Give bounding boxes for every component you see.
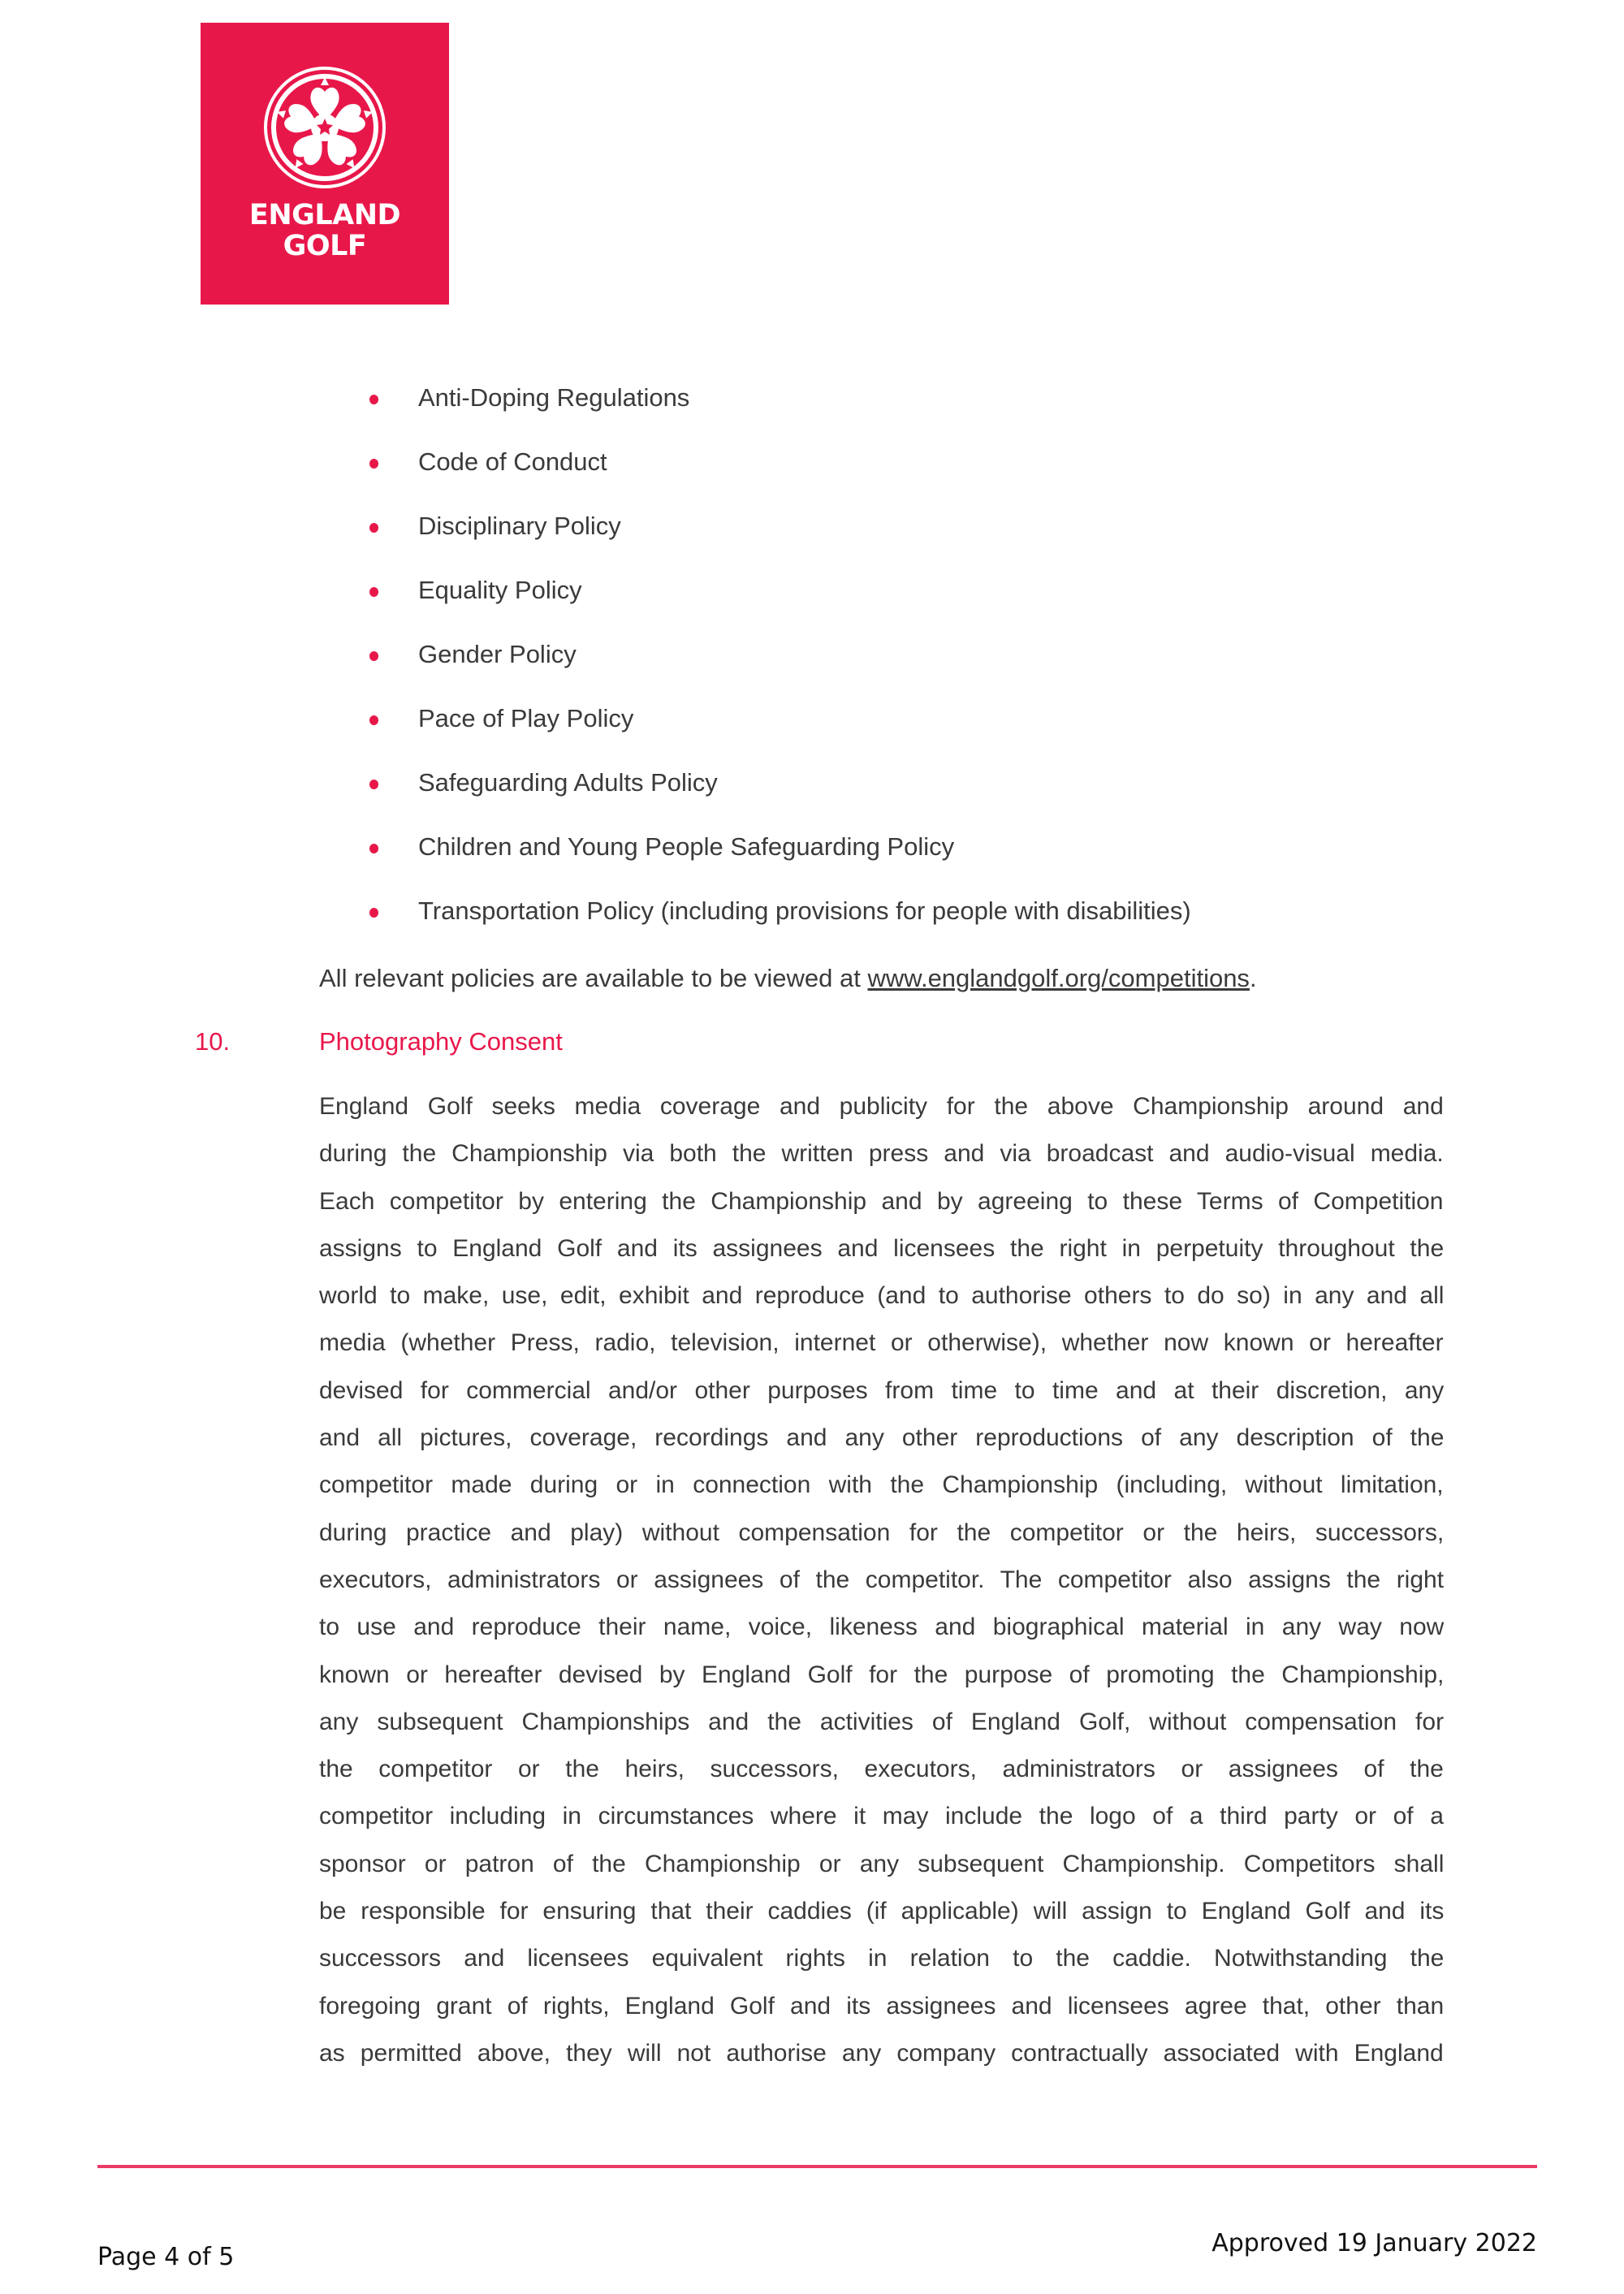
list-item-text: Safeguarding Adults Policy xyxy=(418,768,718,797)
bullet-icon xyxy=(369,908,378,918)
footer-divider xyxy=(97,2165,1537,2168)
bullet-icon xyxy=(369,395,378,404)
paragraph-line: during the Championship via both the written press and via broadcast and audio-visual media. xyxy=(319,1140,1444,1168)
paragraph-line: successors and licensees equivalent rights in relation to the caddie. Notwithstanding the xyxy=(319,1945,1444,1972)
paragraph-line: known or hereafter devised by England Golf for the purpose of promoting the Championship, xyxy=(319,1661,1444,1688)
paragraph-line: executors, administrators or assignees of the competitor. The competitor also assigns the right xyxy=(319,1566,1444,1593)
list-item-text: Gender Policy xyxy=(418,640,577,668)
bullet-icon xyxy=(369,651,378,661)
paragraph-line: England Golf seeks media coverage and publicity for the above Championship around and xyxy=(319,1093,1444,1120)
paragraph-line: any subsequent Championships and the activities of England Golf, without compensation for xyxy=(319,1708,1444,1735)
bullet-icon xyxy=(369,587,378,597)
paragraph-line: and all pictures, coverage, recordings and any other reproductions of any description of the xyxy=(319,1424,1444,1452)
list-item-text: Anti-Doping Regulations xyxy=(418,383,690,412)
paragraph-line: devised for commercial and/or other purposes from time to time and at their discretion, any xyxy=(319,1376,1444,1404)
paragraph-line: as permitted above, they will not authorise any company contractually associated with England xyxy=(319,2039,1444,2067)
paragraph-line: Each competitor by entering the Championship and by agreeing to these Terms of Competition xyxy=(319,1187,1444,1215)
section-number: 10. xyxy=(195,1027,231,1056)
tudor-rose-icon xyxy=(262,65,387,190)
bullet-icon xyxy=(369,844,378,853)
bullet-icon xyxy=(369,523,378,533)
policies-note-text: All relevant policies are available to be viewed at xyxy=(319,964,868,992)
paragraph-line: world to make, use, edit, exhibit and reproduce (and to authorise others to do so) in any and all xyxy=(319,1282,1444,1310)
paragraph-line: foregoing grant of rights, England Golf and its assignees and licensees agree that, other than xyxy=(319,1992,1444,2020)
section-heading: Photography Consent xyxy=(319,1027,563,1056)
list-item-text: Children and Young People Safeguarding Policy xyxy=(418,832,955,861)
list-item-text: Equality Policy xyxy=(418,576,582,604)
list-item-text: Pace of Play Policy xyxy=(418,704,634,732)
approval-date: Approved 19 January 2022 xyxy=(1212,2229,1537,2257)
paragraph-line: competitor including in circumstances where it may include the logo of a third party or of a xyxy=(319,1803,1444,1830)
list-item-text: Transportation Policy (including provisions for people with disabilities) xyxy=(418,896,1191,925)
paragraph-line: competitor made during or in connection with the Championship (including, without limitation, xyxy=(319,1471,1444,1499)
paragraph-line: the competitor or the heirs, successors, executors, administrators or assignees of the xyxy=(319,1756,1444,1783)
policies-note xyxy=(319,962,1257,995)
logo-text-golf: GOLF xyxy=(283,230,367,262)
logo-text-england: ENGLAND xyxy=(248,199,401,231)
policies-note-period: . xyxy=(1249,964,1257,992)
paragraph-line: during practice and play) without compensation for the competitor or the heirs, successors, xyxy=(319,1519,1444,1546)
photography-consent-paragraph xyxy=(319,1091,1444,2084)
bullet-icon xyxy=(369,715,378,725)
list-item-text: Code of Conduct xyxy=(418,447,607,476)
paragraph-line: to use and reproduce their name, voice, likeness and biographical material in any way now xyxy=(319,1614,1444,1641)
paragraph-line: media (whether Press, radio, television, internet or otherwise), whether now known or hereafter xyxy=(319,1329,1444,1357)
list-item-text: Disciplinary Policy xyxy=(418,512,621,540)
bullet-icon xyxy=(369,780,378,789)
paragraph-line: assigns to England Golf and its assignees and licensees the right in perpetuity throughout the xyxy=(319,1234,1444,1262)
paragraph-line: be responsible for ensuring that their caddies (if applicable) will assign to England Golf and its xyxy=(319,1898,1444,1925)
page-number: Page 4 of 5 xyxy=(97,2243,235,2271)
competitions-link[interactable]: www.englandgolf.org/competitions xyxy=(867,964,1250,992)
england-golf-logo xyxy=(201,23,449,305)
bullet-icon xyxy=(369,459,378,469)
paragraph-line: sponsor or patron of the Championship or any subsequent Championship. Competitors shall xyxy=(319,1850,1444,1877)
